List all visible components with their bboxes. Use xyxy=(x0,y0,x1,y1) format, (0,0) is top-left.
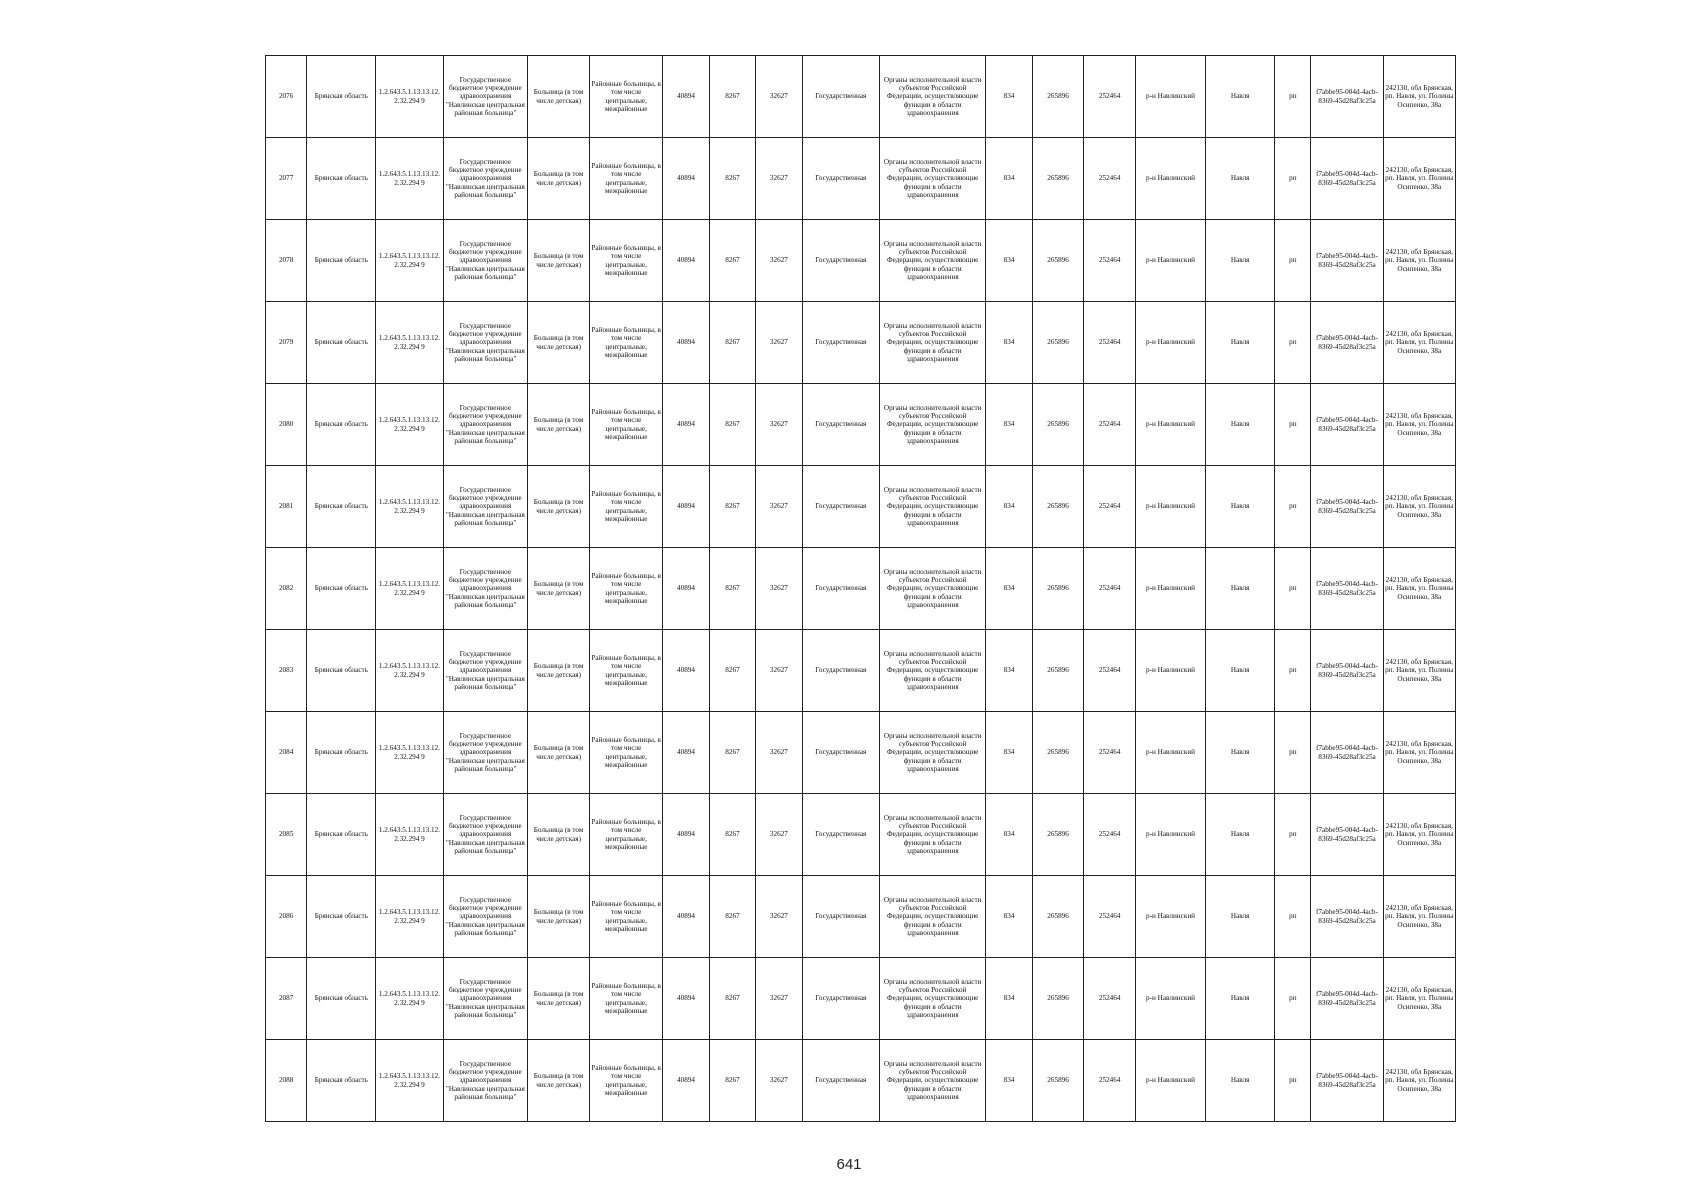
row-number-cell: 2086 xyxy=(266,876,307,958)
value-cell-3: 32627 xyxy=(756,876,802,958)
value-cell-1: 40894 xyxy=(663,466,709,548)
region-cell: Брянская область xyxy=(307,138,376,220)
address-cell: 242130, обл Брянская, рп. Навля, ул. Полины Осипенко, 38а xyxy=(1383,1040,1455,1122)
value-cell-3: 32627 xyxy=(756,958,802,1040)
town-cell: Навля xyxy=(1206,302,1275,384)
value-cell-2: 8267 xyxy=(709,794,755,876)
authority-cell: Органы исполнительной власти субъектов Российской Федерации, осуществляющие функции в области здравоохранения xyxy=(880,384,986,466)
value-cell-6: 252464 xyxy=(1084,876,1136,958)
value-cell-5: 265896 xyxy=(1032,220,1084,302)
address-cell: 242130, обл Брянская, рп. Навля, ул. Полины Осипенко, 38а xyxy=(1383,958,1455,1040)
organization-name-cell: Государственное бюджетное учреждение здравоохранения "Навлинская центральная районная больница" xyxy=(443,384,528,466)
value-cell-6: 252464 xyxy=(1084,548,1136,630)
settlement-kind-cell: рп xyxy=(1275,876,1311,958)
ownership-cell: Государственная xyxy=(802,794,879,876)
value-cell-2: 8267 xyxy=(709,876,755,958)
value-cell-2: 8267 xyxy=(709,384,755,466)
facility-type-cell: Больница (в том числе детская) xyxy=(528,466,590,548)
authority-cell: Органы исполнительной власти субъектов Российской Федерации, осуществляющие функции в области здравоохранения xyxy=(880,138,986,220)
town-cell: Навля xyxy=(1206,712,1275,794)
facility-subtype-cell: Районные больницы, в том числе центральные, межрайонные xyxy=(590,466,663,548)
value-cell-3: 32627 xyxy=(756,466,802,548)
oid-code-cell: 1.2.643.5.1.13.13.12.2.32.294 9 xyxy=(376,466,443,548)
value-cell-6: 252464 xyxy=(1084,630,1136,712)
authority-cell: Органы исполнительной власти субъектов Российской Федерации, осуществляющие функции в области здравоохранения xyxy=(880,876,986,958)
district-cell: р-н Навлинский xyxy=(1135,548,1205,630)
facility-subtype-cell: Районные больницы, в том числе центральные, межрайонные xyxy=(590,958,663,1040)
district-cell: р-н Навлинский xyxy=(1135,712,1205,794)
settlement-kind-cell: рп xyxy=(1275,794,1311,876)
organization-name-cell: Государственное бюджетное учреждение здравоохранения "Навлинская центральная районная больница" xyxy=(443,466,528,548)
district-cell: р-н Навлинский xyxy=(1135,876,1205,958)
facility-subtype-cell: Районные больницы, в том числе центральные, межрайонные xyxy=(590,138,663,220)
town-cell: Навля xyxy=(1206,56,1275,138)
value-cell-4: 834 xyxy=(986,466,1032,548)
value-cell-5: 265896 xyxy=(1032,138,1084,220)
facility-type-cell: Больница (в том числе детская) xyxy=(528,630,590,712)
ownership-cell: Государственная xyxy=(802,712,879,794)
guid-cell: f7abbe95-004d-4acb-8369-45d28af3c25a xyxy=(1311,220,1383,302)
organization-name-cell: Государственное бюджетное учреждение здравоохранения "Навлинская центральная районная больница" xyxy=(443,958,528,1040)
value-cell-5: 265896 xyxy=(1032,794,1084,876)
organization-name-cell: Государственное бюджетное учреждение здравоохранения "Навлинская центральная районная больница" xyxy=(443,302,528,384)
value-cell-1: 40894 xyxy=(663,302,709,384)
ownership-cell: Государственная xyxy=(802,56,879,138)
region-cell: Брянская область xyxy=(307,220,376,302)
address-cell: 242130, обл Брянская, рп. Навля, ул. Полины Осипенко, 38а xyxy=(1383,302,1455,384)
oid-code-cell: 1.2.643.5.1.13.13.12.2.32.294 9 xyxy=(376,548,443,630)
district-cell: р-н Навлинский xyxy=(1135,302,1205,384)
value-cell-4: 834 xyxy=(986,712,1032,794)
guid-cell: f7abbe95-004d-4acb-8369-45d28af3c25a xyxy=(1311,138,1383,220)
value-cell-2: 8267 xyxy=(709,712,755,794)
district-cell: р-н Навлинский xyxy=(1135,138,1205,220)
organization-name-cell: Государственное бюджетное учреждение здравоохранения "Навлинская центральная районная больница" xyxy=(443,876,528,958)
value-cell-3: 32627 xyxy=(756,630,802,712)
organization-name-cell: Государственное бюджетное учреждение здравоохранения "Навлинская центральная районная больница" xyxy=(443,56,528,138)
facility-type-cell: Больница (в том числе детская) xyxy=(528,302,590,384)
town-cell: Навля xyxy=(1206,466,1275,548)
authority-cell: Органы исполнительной власти субъектов Российской Федерации, осуществляющие функции в области здравоохранения xyxy=(880,302,986,384)
value-cell-2: 8267 xyxy=(709,1040,755,1122)
value-cell-4: 834 xyxy=(986,138,1032,220)
value-cell-5: 265896 xyxy=(1032,876,1084,958)
district-cell: р-н Навлинский xyxy=(1135,466,1205,548)
oid-code-cell: 1.2.643.5.1.13.13.12.2.32.294 9 xyxy=(376,302,443,384)
district-cell: р-н Навлинский xyxy=(1135,958,1205,1040)
authority-cell: Органы исполнительной власти субъектов Российской Федерации, осуществляющие функции в области здравоохранения xyxy=(880,548,986,630)
oid-code-cell: 1.2.643.5.1.13.13.12.2.32.294 9 xyxy=(376,138,443,220)
row-number-cell: 2076 xyxy=(266,56,307,138)
ownership-cell: Государственная xyxy=(802,138,879,220)
value-cell-5: 265896 xyxy=(1032,630,1084,712)
value-cell-4: 834 xyxy=(986,548,1032,630)
guid-cell: f7abbe95-004d-4acb-8369-45d28af3c25a xyxy=(1311,548,1383,630)
region-cell: Брянская область xyxy=(307,794,376,876)
ownership-cell: Государственная xyxy=(802,630,879,712)
town-cell: Навля xyxy=(1206,630,1275,712)
district-cell: р-н Навлинский xyxy=(1135,794,1205,876)
organization-name-cell: Государственное бюджетное учреждение здравоохранения "Навлинская центральная районная больница" xyxy=(443,794,528,876)
row-number-cell: 2085 xyxy=(266,794,307,876)
oid-code-cell: 1.2.643.5.1.13.13.12.2.32.294 9 xyxy=(376,630,443,712)
value-cell-5: 265896 xyxy=(1032,712,1084,794)
facility-subtype-cell: Районные больницы, в том числе центральные, межрайонные xyxy=(590,56,663,138)
settlement-kind-cell: рп xyxy=(1275,220,1311,302)
value-cell-3: 32627 xyxy=(756,794,802,876)
organization-name-cell: Государственное бюджетное учреждение здравоохранения "Навлинская центральная районная больница" xyxy=(443,138,528,220)
guid-cell: f7abbe95-004d-4acb-8369-45d28af3c25a xyxy=(1311,712,1383,794)
guid-cell: f7abbe95-004d-4acb-8369-45d28af3c25a xyxy=(1311,876,1383,958)
table-row xyxy=(266,712,1456,794)
guid-cell: f7abbe95-004d-4acb-8369-45d28af3c25a xyxy=(1311,466,1383,548)
value-cell-1: 40894 xyxy=(663,630,709,712)
facility-subtype-cell: Районные больницы, в том числе центральные, межрайонные xyxy=(590,630,663,712)
address-cell: 242130, обл Брянская, рп. Навля, ул. Полины Осипенко, 38а xyxy=(1383,630,1455,712)
oid-code-cell: 1.2.643.5.1.13.13.12.2.32.294 9 xyxy=(376,1040,443,1122)
facility-type-cell: Больница (в том числе детская) xyxy=(528,220,590,302)
address-cell: 242130, обл Брянская, рп. Навля, ул. Полины Осипенко, 38а xyxy=(1383,712,1455,794)
table-row xyxy=(266,466,1456,548)
facility-type-cell: Больница (в том числе детская) xyxy=(528,56,590,138)
authority-cell: Органы исполнительной власти субъектов Российской Федерации, осуществляющие функции в области здравоохранения xyxy=(880,958,986,1040)
table-row xyxy=(266,138,1456,220)
settlement-kind-cell: рп xyxy=(1275,384,1311,466)
value-cell-4: 834 xyxy=(986,384,1032,466)
district-cell: р-н Навлинский xyxy=(1135,220,1205,302)
town-cell: Навля xyxy=(1206,794,1275,876)
value-cell-4: 834 xyxy=(986,220,1032,302)
district-cell: р-н Навлинский xyxy=(1135,630,1205,712)
authority-cell: Органы исполнительной власти субъектов Российской Федерации, осуществляющие функции в области здравоохранения xyxy=(880,220,986,302)
settlement-kind-cell: рп xyxy=(1275,1040,1311,1122)
region-cell: Брянская область xyxy=(307,302,376,384)
value-cell-5: 265896 xyxy=(1032,958,1084,1040)
row-number-cell: 2082 xyxy=(266,548,307,630)
organization-name-cell: Государственное бюджетное учреждение здравоохранения "Навлинская центральная районная больница" xyxy=(443,630,528,712)
guid-cell: f7abbe95-004d-4acb-8369-45d28af3c25a xyxy=(1311,384,1383,466)
address-cell: 242130, обл Брянская, рп. Навля, ул. Полины Осипенко, 38а xyxy=(1383,794,1455,876)
value-cell-6: 252464 xyxy=(1084,466,1136,548)
table-body xyxy=(266,56,1456,1122)
facility-type-cell: Больница (в том числе детская) xyxy=(528,384,590,466)
value-cell-1: 40894 xyxy=(663,548,709,630)
value-cell-1: 40894 xyxy=(663,794,709,876)
value-cell-2: 8267 xyxy=(709,630,755,712)
facility-type-cell: Больница (в том числе детская) xyxy=(528,958,590,1040)
value-cell-6: 252464 xyxy=(1084,712,1136,794)
oid-code-cell: 1.2.643.5.1.13.13.12.2.32.294 9 xyxy=(376,712,443,794)
town-cell: Навля xyxy=(1206,220,1275,302)
value-cell-4: 834 xyxy=(986,958,1032,1040)
table-row xyxy=(266,794,1456,876)
facility-subtype-cell: Районные больницы, в том числе центральные, межрайонные xyxy=(590,1040,663,1122)
address-cell: 242130, обл Брянская, рп. Навля, ул. Полины Осипенко, 38а xyxy=(1383,876,1455,958)
value-cell-6: 252464 xyxy=(1084,138,1136,220)
row-number-cell: 2087 xyxy=(266,958,307,1040)
region-cell: Брянская область xyxy=(307,1040,376,1122)
facility-type-cell: Больница (в том числе детская) xyxy=(528,1040,590,1122)
facility-type-cell: Больница (в том числе детская) xyxy=(528,138,590,220)
value-cell-1: 40894 xyxy=(663,138,709,220)
facility-subtype-cell: Районные больницы, в том числе центральные, межрайонные xyxy=(590,794,663,876)
ownership-cell: Государственная xyxy=(802,1040,879,1122)
facility-type-cell: Больница (в том числе детская) xyxy=(528,712,590,794)
region-cell: Брянская область xyxy=(307,876,376,958)
value-cell-6: 252464 xyxy=(1084,794,1136,876)
settlement-kind-cell: рп xyxy=(1275,958,1311,1040)
ownership-cell: Государственная xyxy=(802,302,879,384)
address-cell: 242130, обл Брянская, рп. Навля, ул. Полины Осипенко, 38а xyxy=(1383,466,1455,548)
value-cell-3: 32627 xyxy=(756,384,802,466)
value-cell-1: 40894 xyxy=(663,56,709,138)
address-cell: 242130, обл Брянская, рп. Навля, ул. Полины Осипенко, 38а xyxy=(1383,56,1455,138)
address-cell: 242130, обл Брянская, рп. Навля, ул. Полины Осипенко, 38а xyxy=(1383,220,1455,302)
value-cell-1: 40894 xyxy=(663,958,709,1040)
ownership-cell: Государственная xyxy=(802,384,879,466)
value-cell-2: 8267 xyxy=(709,466,755,548)
oid-code-cell: 1.2.643.5.1.13.13.12.2.32.294 9 xyxy=(376,958,443,1040)
authority-cell: Органы исполнительной власти субъектов Российской Федерации, осуществляющие функции в области здравоохранения xyxy=(880,1040,986,1122)
value-cell-5: 265896 xyxy=(1032,384,1084,466)
registry-table xyxy=(265,55,1456,1122)
facility-subtype-cell: Районные больницы, в том числе центральные, межрайонные xyxy=(590,712,663,794)
facility-type-cell: Больница (в том числе детская) xyxy=(528,794,590,876)
ownership-cell: Государственная xyxy=(802,466,879,548)
value-cell-1: 40894 xyxy=(663,876,709,958)
authority-cell: Органы исполнительной власти субъектов Российской Федерации, осуществляющие функции в области здравоохранения xyxy=(880,712,986,794)
ownership-cell: Государственная xyxy=(802,876,879,958)
authority-cell: Органы исполнительной власти субъектов Российской Федерации, осуществляющие функции в области здравоохранения xyxy=(880,630,986,712)
address-cell: 242130, обл Брянская, рп. Навля, ул. Полины Осипенко, 38а xyxy=(1383,138,1455,220)
settlement-kind-cell: рп xyxy=(1275,630,1311,712)
table-row xyxy=(266,958,1456,1040)
region-cell: Брянская область xyxy=(307,466,376,548)
settlement-kind-cell: рп xyxy=(1275,138,1311,220)
town-cell: Навля xyxy=(1206,958,1275,1040)
settlement-kind-cell: рп xyxy=(1275,466,1311,548)
facility-type-cell: Больница (в том числе детская) xyxy=(528,876,590,958)
value-cell-4: 834 xyxy=(986,56,1032,138)
value-cell-4: 834 xyxy=(986,1040,1032,1122)
value-cell-2: 8267 xyxy=(709,56,755,138)
value-cell-1: 40894 xyxy=(663,384,709,466)
organization-name-cell: Государственное бюджетное учреждение здравоохранения "Навлинская центральная районная больница" xyxy=(443,548,528,630)
ownership-cell: Государственная xyxy=(802,220,879,302)
oid-code-cell: 1.2.643.5.1.13.13.12.2.32.294 9 xyxy=(376,876,443,958)
row-number-cell: 2081 xyxy=(266,466,307,548)
value-cell-1: 40894 xyxy=(663,220,709,302)
facility-subtype-cell: Районные больницы, в том числе центральные, межрайонные xyxy=(590,548,663,630)
town-cell: Навля xyxy=(1206,138,1275,220)
organization-name-cell: Государственное бюджетное учреждение здравоохранения "Навлинская центральная районная больница" xyxy=(443,712,528,794)
value-cell-3: 32627 xyxy=(756,138,802,220)
guid-cell: f7abbe95-004d-4acb-8369-45d28af3c25a xyxy=(1311,794,1383,876)
value-cell-6: 252464 xyxy=(1084,1040,1136,1122)
facility-subtype-cell: Районные больницы, в том числе центральные, межрайонные xyxy=(590,302,663,384)
town-cell: Навля xyxy=(1206,548,1275,630)
value-cell-5: 265896 xyxy=(1032,56,1084,138)
value-cell-3: 32627 xyxy=(756,712,802,794)
guid-cell: f7abbe95-004d-4acb-8369-45d28af3c25a xyxy=(1311,958,1383,1040)
value-cell-4: 834 xyxy=(986,302,1032,384)
address-cell: 242130, обл Брянская, рп. Навля, ул. Полины Осипенко, 38а xyxy=(1383,384,1455,466)
oid-code-cell: 1.2.643.5.1.13.13.12.2.32.294 9 xyxy=(376,384,443,466)
value-cell-5: 265896 xyxy=(1032,466,1084,548)
table-row xyxy=(266,384,1456,466)
guid-cell: f7abbe95-004d-4acb-8369-45d28af3c25a xyxy=(1311,56,1383,138)
organization-name-cell: Государственное бюджетное учреждение здравоохранения "Навлинская центральная районная больница" xyxy=(443,220,528,302)
ownership-cell: Государственная xyxy=(802,958,879,1040)
region-cell: Брянская область xyxy=(307,548,376,630)
facility-subtype-cell: Районные больницы, в том числе центральные, межрайонные xyxy=(590,220,663,302)
row-number-cell: 2080 xyxy=(266,384,307,466)
value-cell-2: 8267 xyxy=(709,302,755,384)
value-cell-6: 252464 xyxy=(1084,220,1136,302)
table-row xyxy=(266,302,1456,384)
region-cell: Брянская область xyxy=(307,958,376,1040)
value-cell-2: 8267 xyxy=(709,138,755,220)
region-cell: Брянская область xyxy=(307,630,376,712)
region-cell: Брянская область xyxy=(307,56,376,138)
settlement-kind-cell: рп xyxy=(1275,302,1311,384)
table-row xyxy=(266,630,1456,712)
value-cell-5: 265896 xyxy=(1032,548,1084,630)
organization-name-cell: Государственное бюджетное учреждение здравоохранения "Навлинская центральная районная больница" xyxy=(443,1040,528,1122)
page-number: 641 xyxy=(836,1156,862,1173)
value-cell-3: 32627 xyxy=(756,548,802,630)
value-cell-3: 32627 xyxy=(756,220,802,302)
value-cell-3: 32627 xyxy=(756,1040,802,1122)
guid-cell: f7abbe95-004d-4acb-8369-45d28af3c25a xyxy=(1311,630,1383,712)
row-number-cell: 2077 xyxy=(266,138,307,220)
district-cell: р-н Навлинский xyxy=(1135,56,1205,138)
value-cell-5: 265896 xyxy=(1032,1040,1084,1122)
town-cell: Навля xyxy=(1206,1040,1275,1122)
facility-type-cell: Больница (в том числе детская) xyxy=(528,548,590,630)
table-row xyxy=(266,220,1456,302)
value-cell-1: 40894 xyxy=(663,712,709,794)
oid-code-cell: 1.2.643.5.1.13.13.12.2.32.294 9 xyxy=(376,56,443,138)
value-cell-4: 834 xyxy=(986,630,1032,712)
ownership-cell: Государственная xyxy=(802,548,879,630)
row-number-cell: 2079 xyxy=(266,302,307,384)
authority-cell: Органы исполнительной власти субъектов Российской Федерации, осуществляющие функции в области здравоохранения xyxy=(880,56,986,138)
region-cell: Брянская область xyxy=(307,712,376,794)
value-cell-1: 40894 xyxy=(663,1040,709,1122)
table-row xyxy=(266,56,1456,138)
table-row xyxy=(266,876,1456,958)
settlement-kind-cell: рп xyxy=(1275,548,1311,630)
value-cell-6: 252464 xyxy=(1084,302,1136,384)
value-cell-2: 8267 xyxy=(709,220,755,302)
value-cell-2: 8267 xyxy=(709,958,755,1040)
value-cell-4: 834 xyxy=(986,794,1032,876)
value-cell-3: 32627 xyxy=(756,302,802,384)
row-number-cell: 2083 xyxy=(266,630,307,712)
settlement-kind-cell: рп xyxy=(1275,712,1311,794)
district-cell: р-н Навлинский xyxy=(1135,384,1205,466)
authority-cell: Органы исполнительной власти субъектов Российской Федерации, осуществляющие функции в области здравоохранения xyxy=(880,794,986,876)
region-cell: Брянская область xyxy=(307,384,376,466)
facility-subtype-cell: Районные больницы, в том числе центральные, межрайонные xyxy=(590,876,663,958)
value-cell-3: 32627 xyxy=(756,56,802,138)
value-cell-6: 252464 xyxy=(1084,384,1136,466)
address-cell: 242130, обл Брянская, рп. Навля, ул. Полины Осипенко, 38а xyxy=(1383,548,1455,630)
value-cell-6: 252464 xyxy=(1084,56,1136,138)
town-cell: Навля xyxy=(1206,876,1275,958)
settlement-kind-cell: рп xyxy=(1275,56,1311,138)
table-row xyxy=(266,548,1456,630)
value-cell-2: 8267 xyxy=(709,548,755,630)
guid-cell: f7abbe95-004d-4acb-8369-45d28af3c25a xyxy=(1311,1040,1383,1122)
oid-code-cell: 1.2.643.5.1.13.13.12.2.32.294 9 xyxy=(376,220,443,302)
table-row xyxy=(266,1040,1456,1122)
district-cell: р-н Навлинский xyxy=(1135,1040,1205,1122)
guid-cell: f7abbe95-004d-4acb-8369-45d28af3c25a xyxy=(1311,302,1383,384)
row-number-cell: 2078 xyxy=(266,220,307,302)
value-cell-4: 834 xyxy=(986,876,1032,958)
oid-code-cell: 1.2.643.5.1.13.13.12.2.32.294 9 xyxy=(376,794,443,876)
value-cell-5: 265896 xyxy=(1032,302,1084,384)
town-cell: Навля xyxy=(1206,384,1275,466)
value-cell-6: 252464 xyxy=(1084,958,1136,1040)
row-number-cell: 2088 xyxy=(266,1040,307,1122)
facility-subtype-cell: Районные больницы, в том числе центральные, межрайонные xyxy=(590,384,663,466)
authority-cell: Органы исполнительной власти субъектов Российской Федерации, осуществляющие функции в области здравоохранения xyxy=(880,466,986,548)
row-number-cell: 2084 xyxy=(266,712,307,794)
